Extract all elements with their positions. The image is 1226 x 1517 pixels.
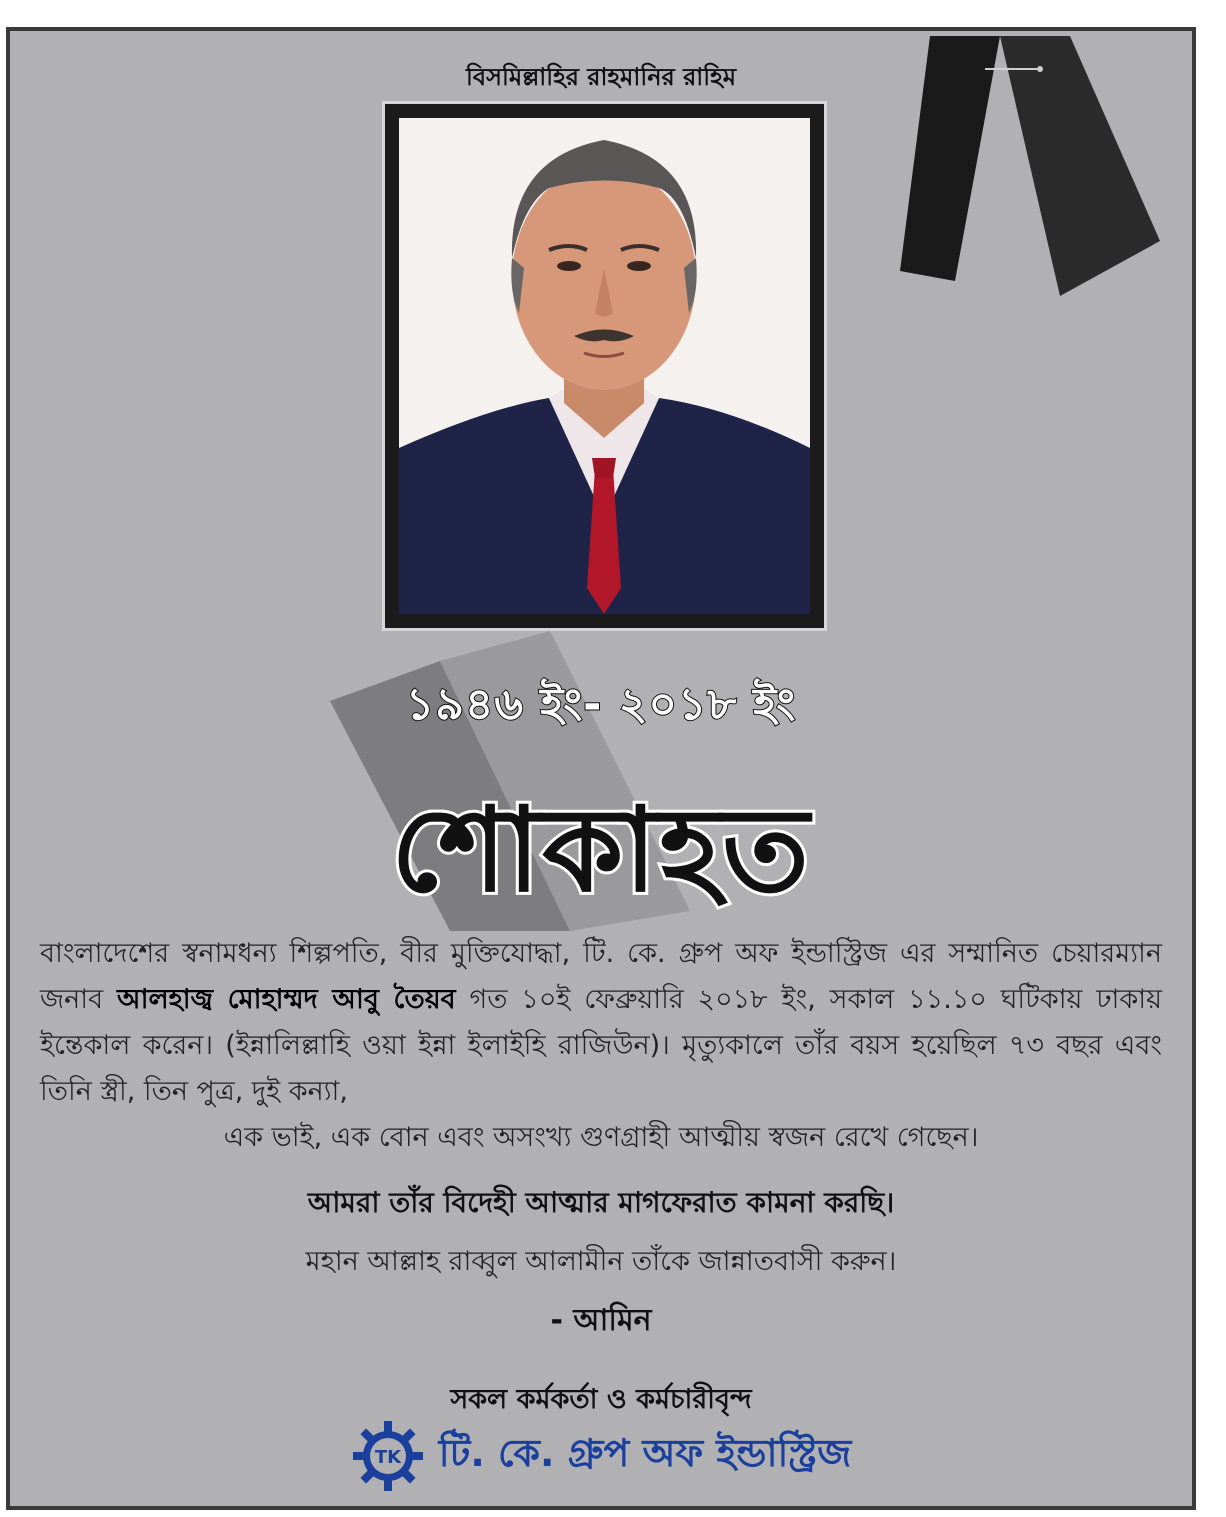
portrait-frame xyxy=(382,101,827,631)
staff-signature: সকল কর্মকর্তা ও কর্মচারীবৃন্দ xyxy=(450,1384,752,1415)
obituary-text-part2: গত ১০ই ফেব্রুয়ারি ২০১৮ ইং, সকাল ১১.১০ ঘটিকায় ঢাকায় ইন্তেকাল করেন। (ইন্নালিল্লাহি ওয়া ইন্না ইলাইহি রাজিউন)। মৃত্যুকালে তাঁর বয়স হয়েছিল ৭৩ বছর এবং তিনি স্ত্রী, তিন পুত্র, দুই কন্যা, xyxy=(40,984,1162,1107)
life-years: ১৯৪৬ ইং- ২০১৮ ইং xyxy=(405,679,797,730)
portrait-photo xyxy=(399,118,810,614)
obituary-text-part1: বাংলাদেশের স্বনামধন্য শিল্পপতি, বীর মুক্তিযোদ্ধা, টি. কে. গ্রুপ অফ ইন্ডাস্ট্রিজ এর সম্মানিত চেয়ারম্যান জনাব xyxy=(40,938,1162,1015)
company-signature xyxy=(10,1419,1192,1493)
prayer-line-1: আমরা তাঁর বিদেহী আত্মার মাগফেরাত কামনা করছি। xyxy=(307,1186,895,1219)
logo-text: TK xyxy=(374,1447,401,1468)
company-name: টি. কে. গ্রুপ অফ ইন্ডাস্ট্রিজ xyxy=(438,1431,852,1475)
amin-line: - আমিন xyxy=(550,1303,652,1338)
page-title: শোকাহত xyxy=(390,782,812,918)
obituary-text xyxy=(40,931,1162,1161)
tk-group-gear-logo-icon xyxy=(351,1419,425,1493)
obituary-card xyxy=(6,27,1196,1510)
black-mourning-ribbon-icon xyxy=(890,31,1170,311)
deceased-name: আলহাজ্ব মোহাম্মদ আবু তৈয়ব xyxy=(116,984,456,1015)
bismillah-heading: বিসমিল্লাহির রাহমানির রাহিম xyxy=(465,63,737,91)
obituary-text-last-line: এক ভাই, এক বোন এবং অসংখ্য গুণগ্রাহী আত্মীয় স্বজন রেখে গেছেন। xyxy=(223,1122,979,1153)
prayer-line-2: মহান আল্লাহ রাব্বুল আলামীন তাঁকে জান্নাতবাসী করুন। xyxy=(305,1246,897,1277)
